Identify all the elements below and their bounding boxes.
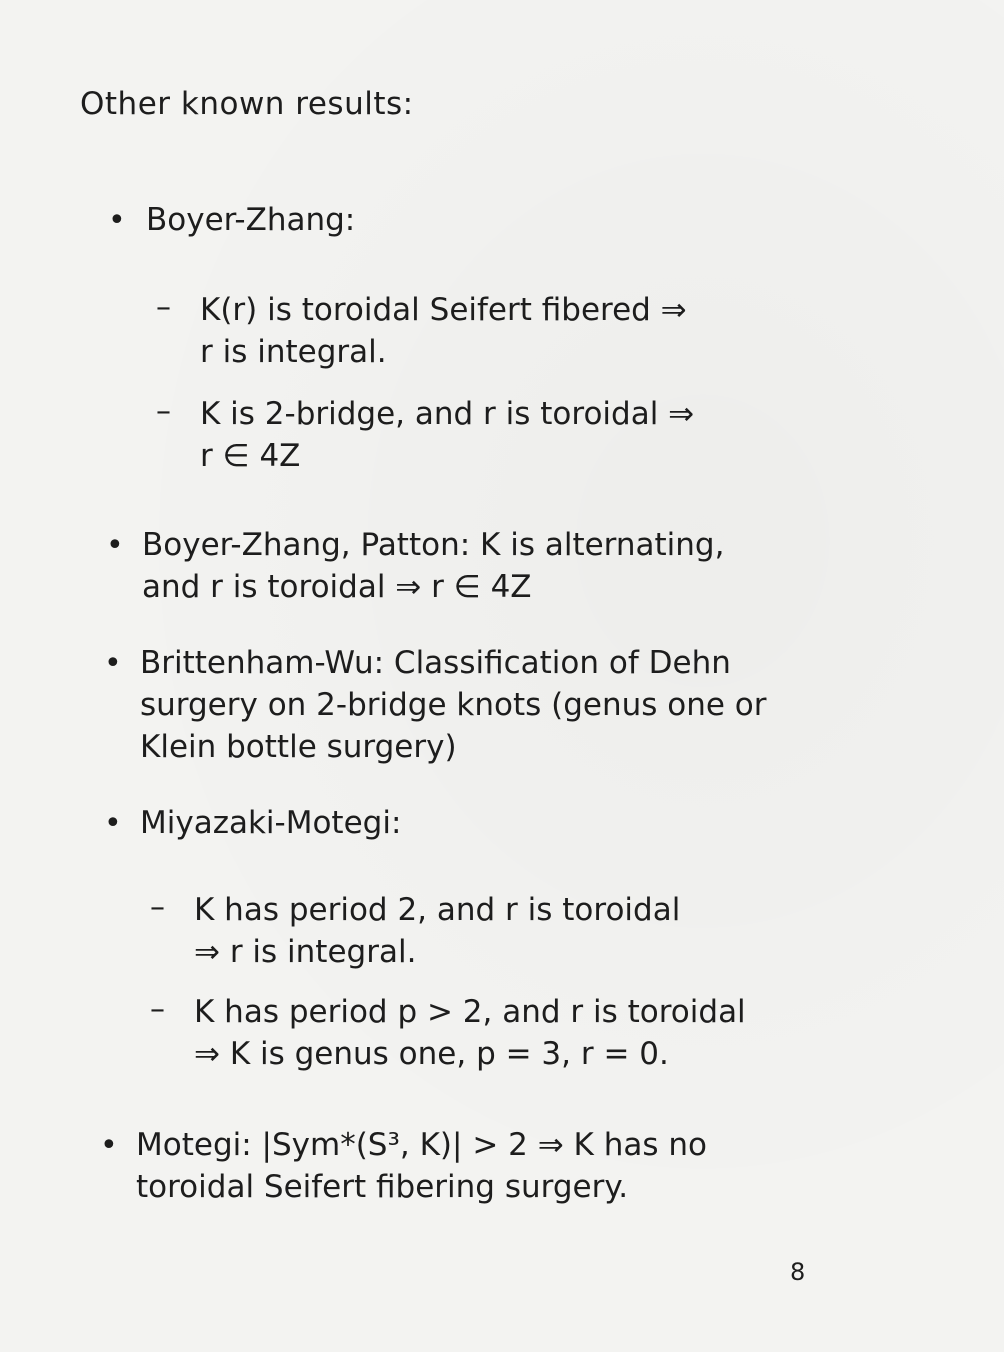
item-4-sub-1-line-2: ⇒ r is integral. bbox=[194, 934, 417, 970]
item-4-sub-2-line-1: K has period p > 2, and r is toroidal bbox=[194, 994, 746, 1030]
item-1-sub-2-line-2: r ∈ 4Z bbox=[200, 438, 301, 474]
page-heading: Other known results: bbox=[80, 86, 414, 122]
item-1-sub-1 bbox=[200, 289, 687, 373]
item-4-sub-2-dash: – bbox=[150, 992, 165, 1027]
item-1-sub-2-line-1: K is 2-bridge, and r is toroidal ⇒ bbox=[200, 396, 695, 432]
item-5-line-1: Motegi: |Sym*(S³, K)| > 2 ⇒ K has no bbox=[136, 1127, 708, 1163]
item-4-sub-2 bbox=[194, 991, 746, 1075]
item-1-title: Boyer-Zhang: bbox=[146, 202, 356, 238]
bullet-1: • bbox=[108, 203, 126, 238]
item-1-sub-1-line-1: K(r) is toroidal Seifert fibered ⇒ bbox=[200, 292, 687, 328]
item-4-title: Miyazaki-Motegi: bbox=[140, 805, 402, 841]
item-3-line-1: Brittenham-Wu: Classification of Dehn bbox=[140, 645, 731, 681]
item-4-sub-2-line-2: ⇒ K is genus one, p = 3, r = 0. bbox=[194, 1036, 669, 1072]
item-2-line-1: Boyer-Zhang, Patton: K is alternating, bbox=[142, 527, 725, 563]
item-1-sub-1-line-2: r is integral. bbox=[200, 334, 387, 370]
item-2 bbox=[142, 524, 890, 608]
bullet-4: • bbox=[104, 806, 122, 841]
item-2-line-2: and r is toroidal ⇒ r ∈ 4Z bbox=[142, 569, 532, 605]
item-3-line-2: surgery on 2-bridge knots (genus one or bbox=[140, 687, 767, 723]
item-3 bbox=[140, 642, 890, 768]
item-1-sub-2-dash: – bbox=[156, 394, 171, 429]
item-1-sub-2 bbox=[200, 393, 694, 477]
item-5-line-2: toroidal Seifert fibering surgery. bbox=[136, 1169, 629, 1205]
page-number: 8 bbox=[790, 1258, 806, 1286]
bullet-2: • bbox=[106, 528, 124, 563]
item-1-sub-1-dash: – bbox=[156, 290, 171, 325]
item-3-line-3: Klein bottle surgery) bbox=[140, 729, 457, 765]
item-4-sub-1-line-1: K has period 2, and r is toroidal bbox=[194, 892, 681, 928]
bullet-3: • bbox=[104, 646, 122, 681]
item-4-sub-1-dash: – bbox=[150, 890, 165, 925]
item-5 bbox=[136, 1124, 886, 1208]
item-4-sub-1 bbox=[194, 889, 680, 973]
bullet-5: • bbox=[100, 1128, 118, 1163]
